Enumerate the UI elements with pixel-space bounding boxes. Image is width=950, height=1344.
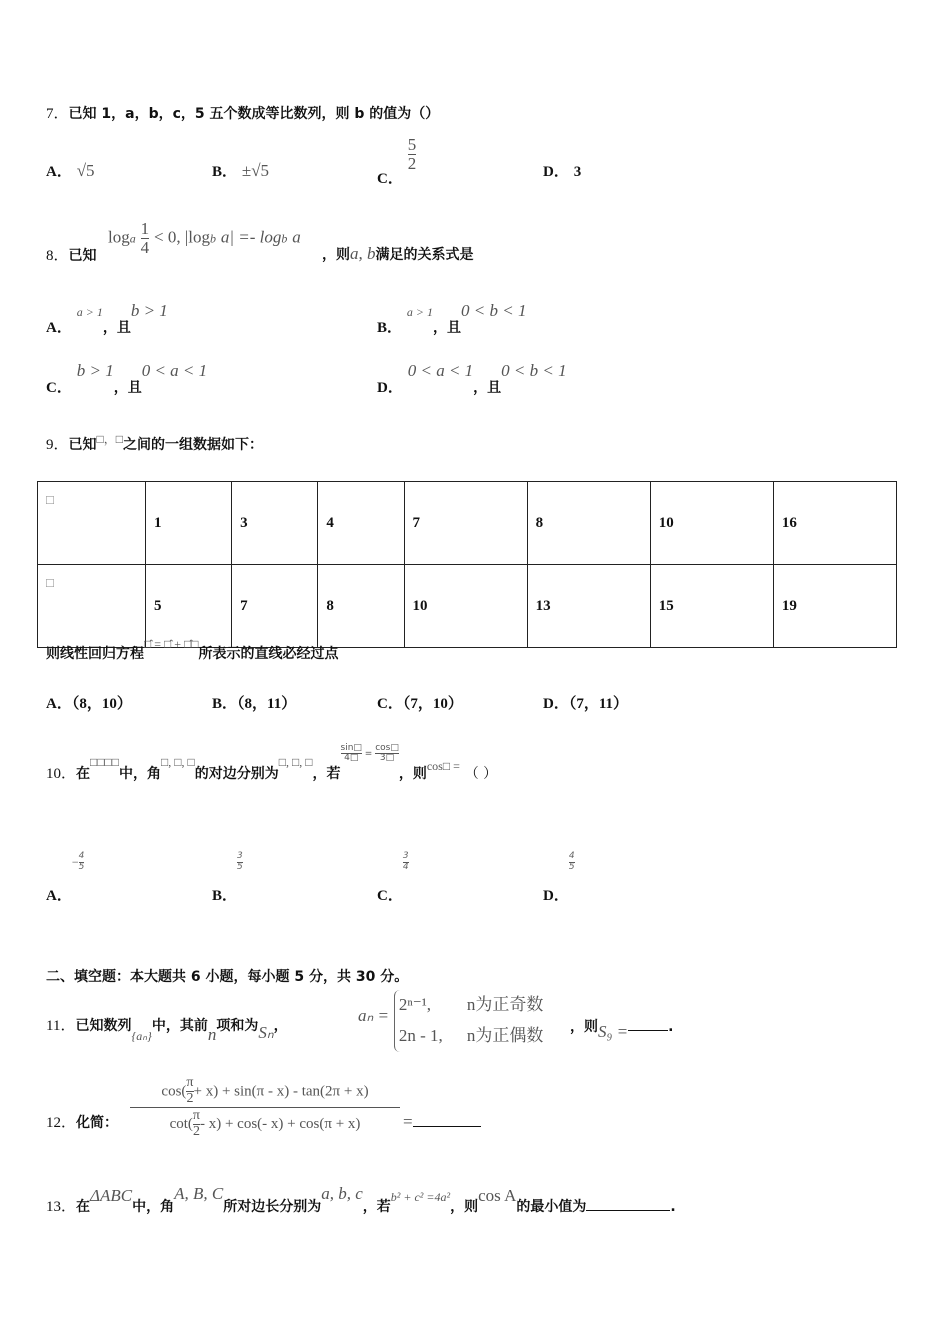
option-label: C． [377, 888, 403, 904]
text: 所对边长分别为 [223, 1199, 322, 1215]
fraction [79, 852, 85, 872]
answer-blank[interactable] [586, 1210, 670, 1211]
math: a [129, 231, 136, 246]
q8-option-a[interactable] [46, 300, 168, 336]
option-label: A． [46, 320, 72, 336]
math: n为正偶数 [466, 1026, 544, 1045]
text: 已知数列 [75, 1018, 132, 1034]
condition-math: sin□ 4□ = cos□ 3□ [340, 742, 399, 763]
numerator: π [186, 1075, 194, 1090]
option-label: D． [543, 164, 569, 180]
numerator: 3 [402, 851, 409, 862]
denominator: 4□ [344, 753, 359, 763]
numerator: π [192, 1108, 200, 1124]
math: b [209, 231, 216, 246]
math: aₙ = [358, 1006, 389, 1025]
table-cell: 19 [773, 565, 896, 648]
q12-answer [403, 1104, 481, 1132]
question-13 [46, 1184, 676, 1216]
fraction [141, 220, 150, 257]
q11-piecewise [358, 990, 543, 1052]
math: a > 1 [406, 305, 433, 319]
math: 0 < a < 1 [407, 361, 474, 380]
math: log [108, 227, 130, 247]
sign: − [71, 855, 79, 869]
denominator: 2 [407, 153, 417, 173]
text: 在 [76, 1199, 91, 1215]
math: a, b, c [321, 1184, 363, 1203]
q10-option-c[interactable] [377, 850, 409, 904]
fraction [186, 1076, 193, 1106]
option-label: A． [46, 164, 72, 180]
answer-paren: （ ） [464, 766, 498, 782]
math: □，□ [96, 432, 124, 446]
text: ，则 [450, 1199, 479, 1215]
q7-option-d[interactable] [543, 160, 581, 181]
math: {aₙ} [131, 1029, 152, 1043]
question-number: 8． [46, 248, 69, 264]
option-label: D． [377, 380, 403, 396]
q8-suffix [322, 244, 474, 264]
option-label: C． [46, 380, 72, 396]
option-value: √5 [76, 161, 95, 180]
table-cell: 4 [318, 482, 404, 565]
option-value: （7，11） [568, 696, 629, 712]
q9-option-c[interactable] [377, 692, 463, 713]
text: 化简： [76, 1115, 119, 1131]
text: ，则 [398, 766, 427, 782]
denominator: 4 [402, 861, 409, 872]
numerator: cos□ [375, 742, 399, 753]
question-number: 7． [46, 106, 69, 122]
fraction [237, 852, 243, 872]
question-8 [46, 244, 97, 265]
option-label: D． [543, 696, 569, 712]
text: 中，角 [132, 1199, 175, 1215]
math: □, □, □ [161, 755, 195, 769]
text: . [668, 1019, 674, 1035]
option-label: C． [377, 171, 403, 188]
question-number: 11． [46, 1018, 76, 1034]
fraction [341, 744, 362, 764]
numerator [130, 1076, 400, 1106]
option-label: B． [212, 888, 238, 904]
q9-option-b[interactable] [212, 692, 296, 713]
table-cell: 8 [318, 565, 404, 648]
math: b > 1 [130, 301, 168, 320]
option-label: B． [212, 696, 238, 712]
math: b > 1 [76, 361, 114, 380]
table-cell: 16 [773, 482, 896, 565]
question-9 [46, 433, 263, 454]
q7-option-b[interactable] [212, 160, 269, 181]
text: 项和为 [216, 1018, 259, 1034]
q8-condition-math [108, 220, 301, 257]
math: b [281, 231, 288, 246]
text: ，若 [362, 1199, 391, 1215]
denominator [130, 1109, 400, 1139]
numerator: 1 [140, 219, 150, 238]
text: 的对边分别为 [194, 766, 279, 782]
math: n [207, 1025, 217, 1044]
denominator: 3□ [379, 753, 395, 763]
text: 已知 [68, 437, 97, 453]
math: n为正奇数 [466, 995, 544, 1014]
q8-option-d[interactable] [377, 360, 567, 396]
table-cell: 7 [232, 565, 318, 648]
data-table [37, 481, 897, 648]
question-12 [46, 1111, 118, 1132]
math: A, B, C [174, 1184, 224, 1203]
fraction [408, 136, 417, 173]
q7-option-a[interactable] [46, 160, 95, 181]
text: 所表示的直线必经过点 [198, 646, 339, 662]
fraction [375, 744, 399, 764]
text: ，若 [312, 766, 341, 782]
text: 中，其前 [151, 1018, 208, 1034]
fraction [193, 1109, 200, 1139]
table-cell: 1 [146, 482, 232, 565]
q9-option-d[interactable] [543, 692, 628, 713]
question-number: 12． [46, 1115, 77, 1131]
option-label: A． [46, 888, 72, 904]
q7-option-c[interactable] [377, 135, 417, 188]
option-label: A． [46, 696, 72, 712]
question-text: 已知 1，a，b，c，5 五个数成等比数列，则 b 的值为（） [68, 106, 440, 122]
question-11 [46, 1014, 288, 1044]
math: 2n - 1, [398, 1026, 443, 1045]
numerator: 5 [407, 135, 417, 154]
denominator: 5 [237, 861, 243, 872]
text: ，则 [322, 247, 350, 263]
table-cell: 13 [527, 565, 650, 648]
numerator: 3 [237, 851, 243, 862]
denominator: 5 [568, 861, 575, 872]
option-label: C． [377, 696, 403, 712]
text: 中，角 [119, 766, 162, 782]
q8-option-b[interactable] [377, 300, 527, 336]
section-heading: 二、填空题：本大题共 6 小题，每小题 5 分，共 30 分。 [46, 969, 409, 985]
answer-blank[interactable] [413, 1104, 481, 1127]
q9-regression-text [46, 637, 339, 663]
math: cos□ = [426, 759, 460, 773]
math: Sₙ [258, 1023, 274, 1042]
option-value: （7，10） [402, 696, 463, 712]
table-row [38, 565, 897, 648]
option-value: 3 [573, 164, 582, 180]
question-number: 9． [46, 437, 69, 453]
text: . [670, 1199, 676, 1215]
question-number: 10． [46, 766, 77, 782]
q8-option-c[interactable] [46, 360, 208, 396]
fraction [403, 852, 409, 872]
math: 0 < b < 1 [461, 301, 527, 320]
text: ，且 [102, 320, 131, 336]
math: = [403, 1112, 413, 1131]
option-label: D． [543, 888, 569, 904]
math: cos A [478, 1186, 517, 1205]
math: cos( [161, 1083, 187, 1100]
numerator: 4 [568, 851, 575, 862]
text: ，且 [113, 380, 142, 396]
fraction-bar [130, 1107, 400, 1108]
math: □□□□ [90, 755, 120, 769]
q11-answer [570, 1016, 674, 1041]
text: ， [273, 1018, 288, 1034]
question-text: 已知 [68, 248, 97, 264]
q9-option-a[interactable] [46, 692, 132, 713]
table-row [38, 482, 897, 565]
numerator: sin□ [340, 742, 362, 753]
cases [394, 990, 544, 1052]
math: + x) + sin(π - x) - tan(2π + x) [193, 1083, 369, 1100]
math: a > 1 [76, 305, 103, 319]
denominator: 2 [192, 1124, 200, 1140]
table-cell: 3 [232, 482, 318, 565]
row-header: □ [38, 565, 146, 648]
text: 的最小值为 [516, 1199, 587, 1215]
option-label: B． [377, 320, 403, 336]
text: ，且 [433, 320, 461, 336]
math: a| =- log [220, 227, 282, 247]
option-value: （8，11） [237, 696, 297, 712]
q10-option-d[interactable] [543, 850, 575, 904]
text: ，且 [473, 380, 502, 396]
math: □̂ = □̂ + □̂□ [144, 637, 199, 651]
math: 2ⁿ⁻¹, [398, 995, 432, 1014]
table-cell: 15 [650, 565, 773, 648]
denominator: 2 [186, 1090, 194, 1106]
answer-blank[interactable] [628, 1030, 668, 1031]
row-header: □ [38, 482, 146, 565]
question-number: 13． [46, 1199, 77, 1215]
table-cell: 8 [527, 482, 650, 565]
question-7 [46, 102, 439, 123]
math: 0 < a < 1 [141, 361, 208, 380]
numerator: 4 [78, 851, 85, 862]
option-value: （8，10） [71, 696, 132, 712]
denominator: 4 [140, 237, 150, 257]
option-label: B． [212, 164, 238, 180]
math: 0 < b < 1 [501, 361, 567, 380]
math: a, b [350, 244, 376, 263]
math: < 0, |log [153, 227, 210, 247]
denominator: 5 [78, 861, 85, 872]
q12-expression [130, 1076, 400, 1140]
table-cell: 10 [650, 482, 773, 565]
math: cot( [169, 1116, 193, 1133]
math: □, □, □ [278, 755, 313, 769]
q10-option-a[interactable] [46, 850, 85, 904]
fraction [569, 852, 575, 872]
math: ΔABC [90, 1186, 133, 1205]
table-cell: 7 [404, 482, 527, 565]
math: a [292, 227, 301, 247]
text: 则线性回归方程 [46, 646, 144, 662]
math: b² + c² =4a² [390, 1190, 451, 1204]
math: S₉ = [598, 1022, 629, 1041]
text: 满足的关系式是 [375, 247, 474, 263]
text: 在 [76, 766, 91, 782]
table-cell: 10 [404, 565, 527, 648]
text: 之间的一组数据如下： [123, 437, 264, 453]
table-cell: 5 [146, 565, 232, 648]
text: ，则 [570, 1019, 598, 1035]
q10-option-b[interactable] [212, 850, 243, 904]
math: - x) + cos(- x) + cos(π + x) [199, 1116, 361, 1133]
option-value: ±√5 [241, 161, 270, 180]
